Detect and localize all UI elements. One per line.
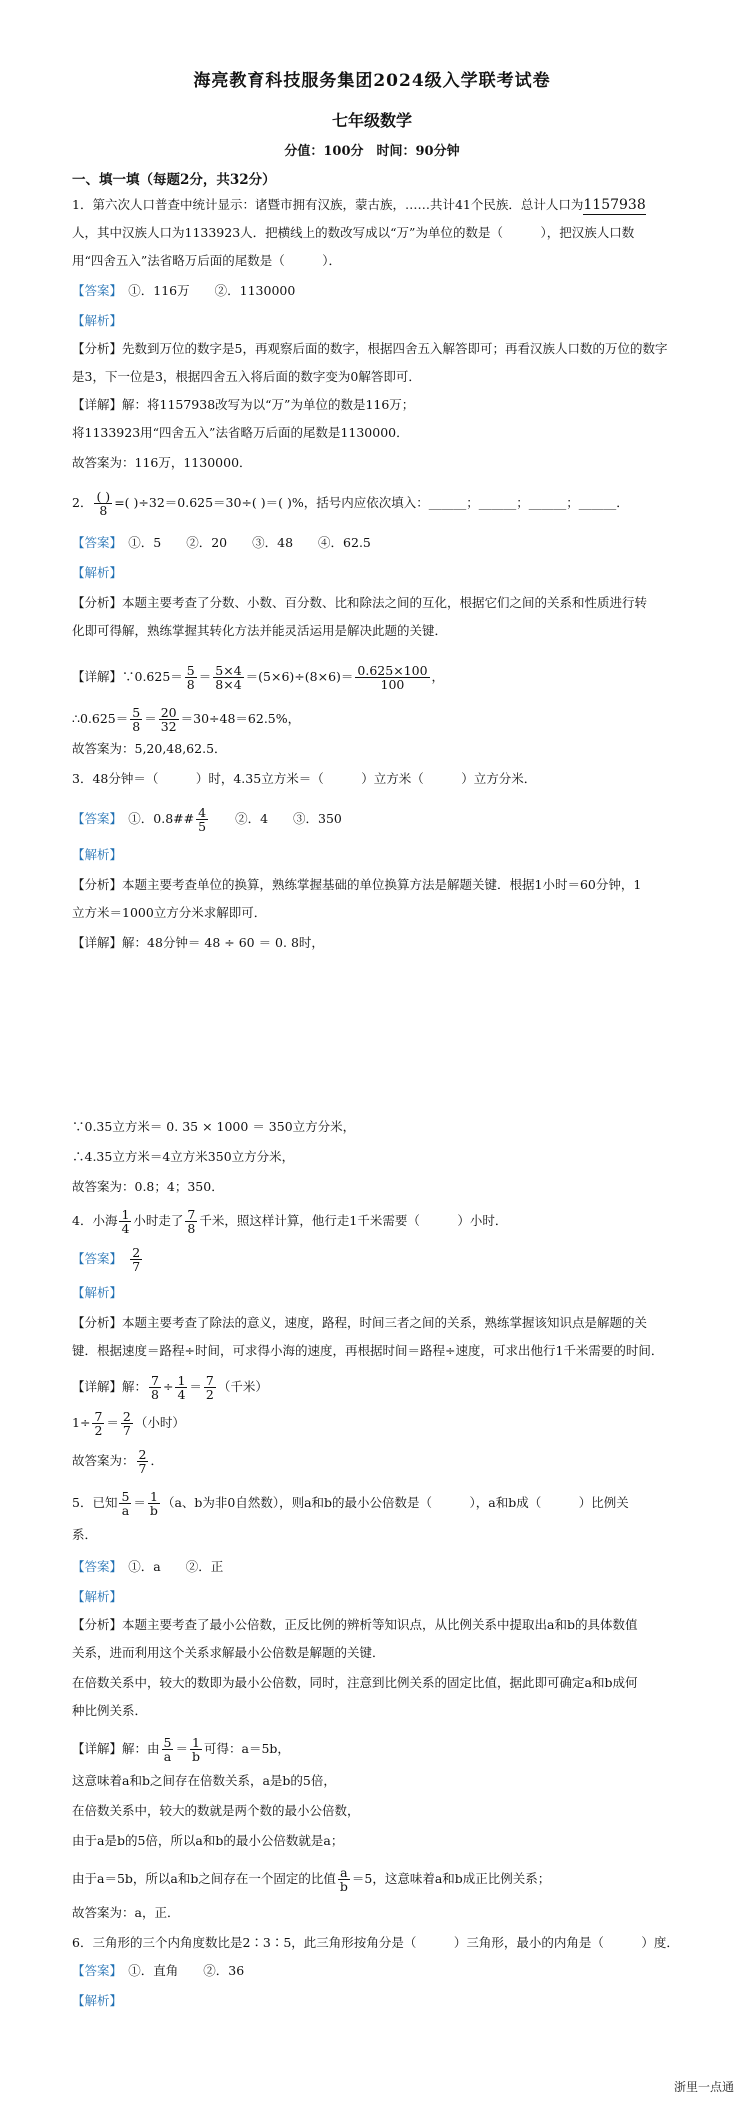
q4-final: 故答案为： $\frac{2}{7}$ ．	[72, 1447, 163, 1476]
q3-detail1: 【详解】解：48分钟＝ 48 ÷ 60 ＝ 0. 8时，	[72, 935, 324, 950]
q4-question: 4．小海 $\frac{1}{4}$ 小时走了 $\frac{7}{8}$ 千米，照这样计算，他行走1千米需要（ ）小时．	[72, 1207, 508, 1236]
score-time: 分值：100分 时间：90分钟	[284, 144, 460, 159]
footer-watermark: 浙里一点通	[673, 2080, 734, 2094]
q1-line2: 人，其中汉族人口为1133923人．把横线上的数改写成以“万”为单位的数是（ ），把汉族人口数	[72, 225, 635, 240]
q3-analysis-tag: 【解析】	[72, 847, 123, 862]
q4-detail1: 【详解】解： $\frac{7}{8}$ ÷ $\frac{1}{4}$ ＝ $\frac{7}{2}$ （千米）	[72, 1373, 268, 1402]
q2-detail: 【详解】∵0.625＝ $\frac{5}{8}$ ＝ $\frac{5\times 4}{8\times 4}$ ＝(5×6)÷(8×6)＝ $\frac{0.625\times 100}{100}$ ，	[72, 663, 445, 692]
q2-question: 2． $\frac{( )}{8}$ =( )÷32＝0.625＝30÷( )＝( )%，括号内应依次填入：______；______；______；______．	[72, 489, 629, 518]
q5-line2: 系．	[72, 1527, 98, 1542]
q5-detail2: 这意味着a和b之间存在倍数关系，a是b的5倍，	[72, 1773, 336, 1788]
q3-fenxi1: 【分析】本题主要考查单位的换算，熟练掌握基础的单位换算方法是解题关键．根据1小时＝60分钟，1	[72, 877, 642, 892]
q5-detail1: 【详解】解：由 $\frac{5}{a}$ ＝ $\frac{1}{b}$ 可得：a＝5b，	[72, 1735, 290, 1764]
q5-detail4: 由于a是b的5倍，所以a和b的最小公倍数就是a；	[72, 1833, 344, 1848]
q1-line3: 用“四舍五入”法省略万后面的尾数是（ ）．	[72, 253, 342, 268]
exam-subtitle: 七年级数学	[331, 111, 412, 130]
answer-tag: 【答案】	[72, 535, 116, 550]
q5-answer: 【答案】 ①．a ②．正	[72, 1559, 224, 1574]
q4-detail2: 1÷ $\frac{7}{2}$ ＝ $\frac{2}{7}$ （小时）	[72, 1409, 185, 1438]
q1-fenxi2: 是3，下一位是3，根据四舍五入将后面的数字变为0解答即可．	[72, 369, 421, 384]
answer-tag: 【答案】	[72, 811, 116, 826]
q1-fenxi1: 【分析】先数到万位的数字是5，再观察后面的数字，根据四舍五入解答即可；再看汉族人口数的万位的数字	[72, 341, 668, 356]
q2-fenxi1: 【分析】本题主要考查了分数、小数、百分数、比和除法之间的互化，根据它们之间的关系和性质进行转	[72, 595, 648, 610]
answer-tag: 【答案】	[72, 283, 116, 298]
q3-detail2: ∵0.35立方米＝ 0. 35 × 1000 ＝ 350立方分米，	[72, 1119, 356, 1134]
q3-fenxi2: 立方米＝1000立方分米求解即可．	[72, 905, 267, 920]
q5-fenxi1: 【分析】本题主要考查了最小公倍数，正反比例的辨析等知识点，从比例关系中提取出a和b的具体数值	[72, 1617, 638, 1632]
q4-fenxi2: 键．根据速度＝路程÷时间，可求得小海的速度，再根据时间＝路程÷速度，可求出他行1千米需要的时间．	[72, 1343, 664, 1358]
q6-answer: 【答案】 ①．直角 ②．36	[72, 1963, 245, 1978]
q1-detail1: 【详解】解：将1157938改写为以“万”为单位的数是116万；	[72, 397, 415, 412]
q5-question: 5．已知 $\frac{5}{a}$ ＝ $\frac{1}{b}$ （a、b为非0自然数），则a和b的最小公倍数是（ ），a和b成（ ）比例关	[72, 1489, 629, 1518]
q6-analysis-tag: 【解析】	[72, 1993, 123, 2008]
q5-fenxi4: 种比例关系．	[72, 1703, 148, 1718]
q2-fenxi2: 化即可得解，熟练掌握其转化方法并能灵活运用是解决此题的关键．	[72, 623, 448, 638]
answer-tag: 【答案】	[72, 1251, 116, 1266]
q4-analysis-tag: 【解析】	[72, 1285, 123, 1300]
q3-answer: 【答案】 ①．0.8## $\frac{4}{5}$ ②．4 ③．350	[72, 805, 342, 834]
q3-question: 3．48分钟＝（ ）时，4.35立方米＝（ ）立方米（ ）立方分米．	[72, 771, 537, 786]
q2-final: 故答案为：5,20,48,62.5．	[72, 741, 227, 756]
q4-fenxi1: 【分析】本题主要考查了除法的意义，速度，路程，时间三者之间的关系，熟练掌握该知识点是解题的关	[72, 1315, 648, 1330]
answer-tag: 【答案】	[72, 1559, 116, 1574]
q5-fenxi3: 在倍数关系中，较大的数即为最小公倍数，同时，注意到比例关系的固定比值，据此即可确定a和b成何	[72, 1675, 638, 1690]
q1-answer: 【答案】 ①．116万 ②．1130000	[72, 283, 296, 298]
q3-detail3: ∴4.35立方米＝4立方米350立方分米，	[72, 1149, 295, 1164]
population-number: 1157938	[583, 197, 646, 213]
q5-fenxi2: 关系，进而利用这个关系求解最小公倍数是解题的关键．	[72, 1645, 385, 1660]
q5-detail3: 在倍数关系中，较大的数就是两个数的最小公倍数，	[72, 1803, 360, 1818]
q1-final: 故答案为：116万，1130000．	[72, 455, 252, 470]
exam-title: 海亮教育科技服务集团2024级入学联考试卷	[193, 71, 551, 91]
q4-answer: 【答案】 $\frac{2}{7}$	[72, 1245, 141, 1274]
q2-conclusion: ∴0.625＝ $\frac{5}{8}$ ＝ $\frac{20}{32}$ ＝30÷48＝62.5%，	[72, 705, 301, 734]
q2-analysis-tag: 【解析】	[72, 565, 123, 580]
q2-answer: 【答案】 ①．5 ②．20 ③．48 ④．62.5	[72, 535, 371, 550]
q6-question: 6．三角形的三个内角度数比是2∶3∶5，此三角形按角分是（ ）三角形，最小的内角是（ ）度．	[72, 1935, 679, 1950]
q5-analysis-tag: 【解析】	[72, 1589, 123, 1604]
q3-final: 故答案为：0.8；4；350．	[72, 1179, 224, 1194]
section-heading: 一、填一填（每题2分，共32分）	[72, 172, 276, 188]
q5-detail5: 由于a＝5b，所以a和b之间存在一个固定的比值 $\frac{a}{b}$ ＝5，这意味着a和b成正比例关系；	[72, 1865, 551, 1894]
q1-analysis-tag: 【解析】	[72, 313, 123, 328]
q1-line1: 1．第六次人口普查中统计显示：诸暨市拥有汉族，蒙古族，……共计41个民族．总计人口为1157938	[72, 197, 646, 213]
q5-final: 故答案为：a，正．	[72, 1905, 180, 1920]
answer-tag: 【答案】	[72, 1963, 116, 1978]
q2-fraction: $\frac{( )}{8}$	[96, 489, 111, 518]
q1-detail2: 将1133923用“四舍五入”法省略万后面的尾数是1130000．	[72, 425, 409, 440]
